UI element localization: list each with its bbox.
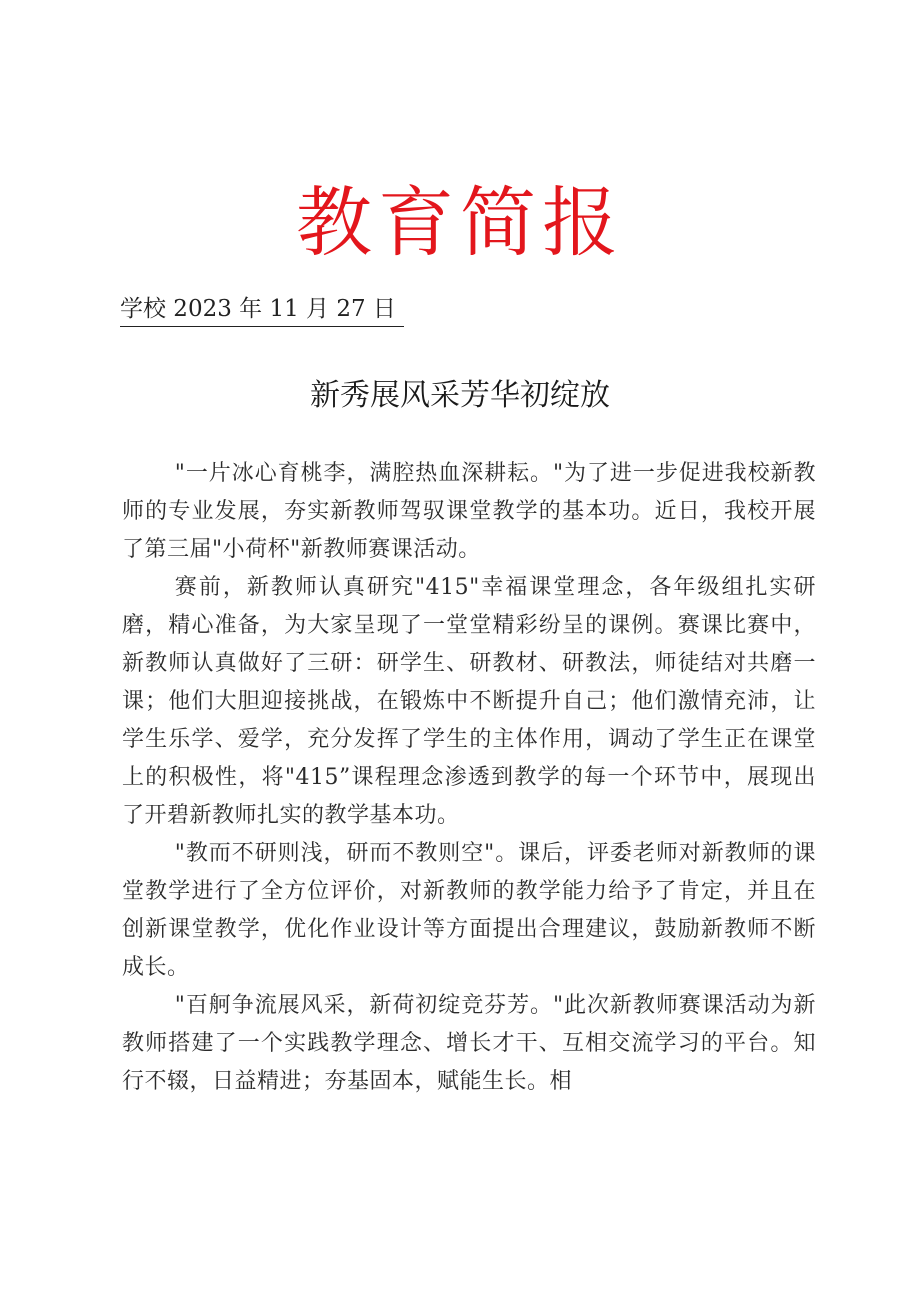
- paragraph-intro: "一片冰心育桃李，满腔热血深耕耘。"为了进一步促进我校新教师的专业发展，夯实新教师驾驭课堂教学的基本功。近日，我校开展了第三届"小荷杯"新教师赛课活动。: [122, 461, 816, 562]
- masthead-title: 教育简报: [296, 178, 624, 267]
- article-title: 新秀展风采芳华初绽放: [310, 378, 610, 413]
- article-body: [122, 455, 816, 1101]
- paragraph-preparation: 赛前，新教师认真研究"415"幸福课堂理念，各年级组扎实研磨，精心准备，为大家呈现了一堂堂精彩纷呈的课例。赛课比赛中，新教师认真做好了三研：研学生、研教材、研教法，师徒结对共磨一课；他们大胆迎接挑战，在锻炼中不断提升自己；他们激情充沛，让学生乐学、爱学，充分发挥了学生的主体作用，调动了学生正在课堂上的积极性，将"415”课程理念渗透到教学的每一个环节中，展现出了开碧新教师扎实的教学基本功。: [122, 575, 816, 828]
- paragraph-closing: "百舸争流展风采，新荷初绽竞芬芳。"此次新教师赛课活动为新教师搭建了一个实践教学理念、增长才干、互相交流学习的平台。知行不辍，日益精进；夯基固本，赋能生长。相: [122, 993, 816, 1094]
- dateline: 学校 2023 年 11 月 27 日: [120, 292, 404, 327]
- paragraph-evaluation: "教而不研则浅，研而不教则空"。课后，评委老师对新教师的课堂教学进行了全方位评价，对新教师的教学能力给予了肯定，并且在创新课堂教学，优化作业设计等方面提出合理建议，鼓励新教师不断成长。: [122, 841, 816, 980]
